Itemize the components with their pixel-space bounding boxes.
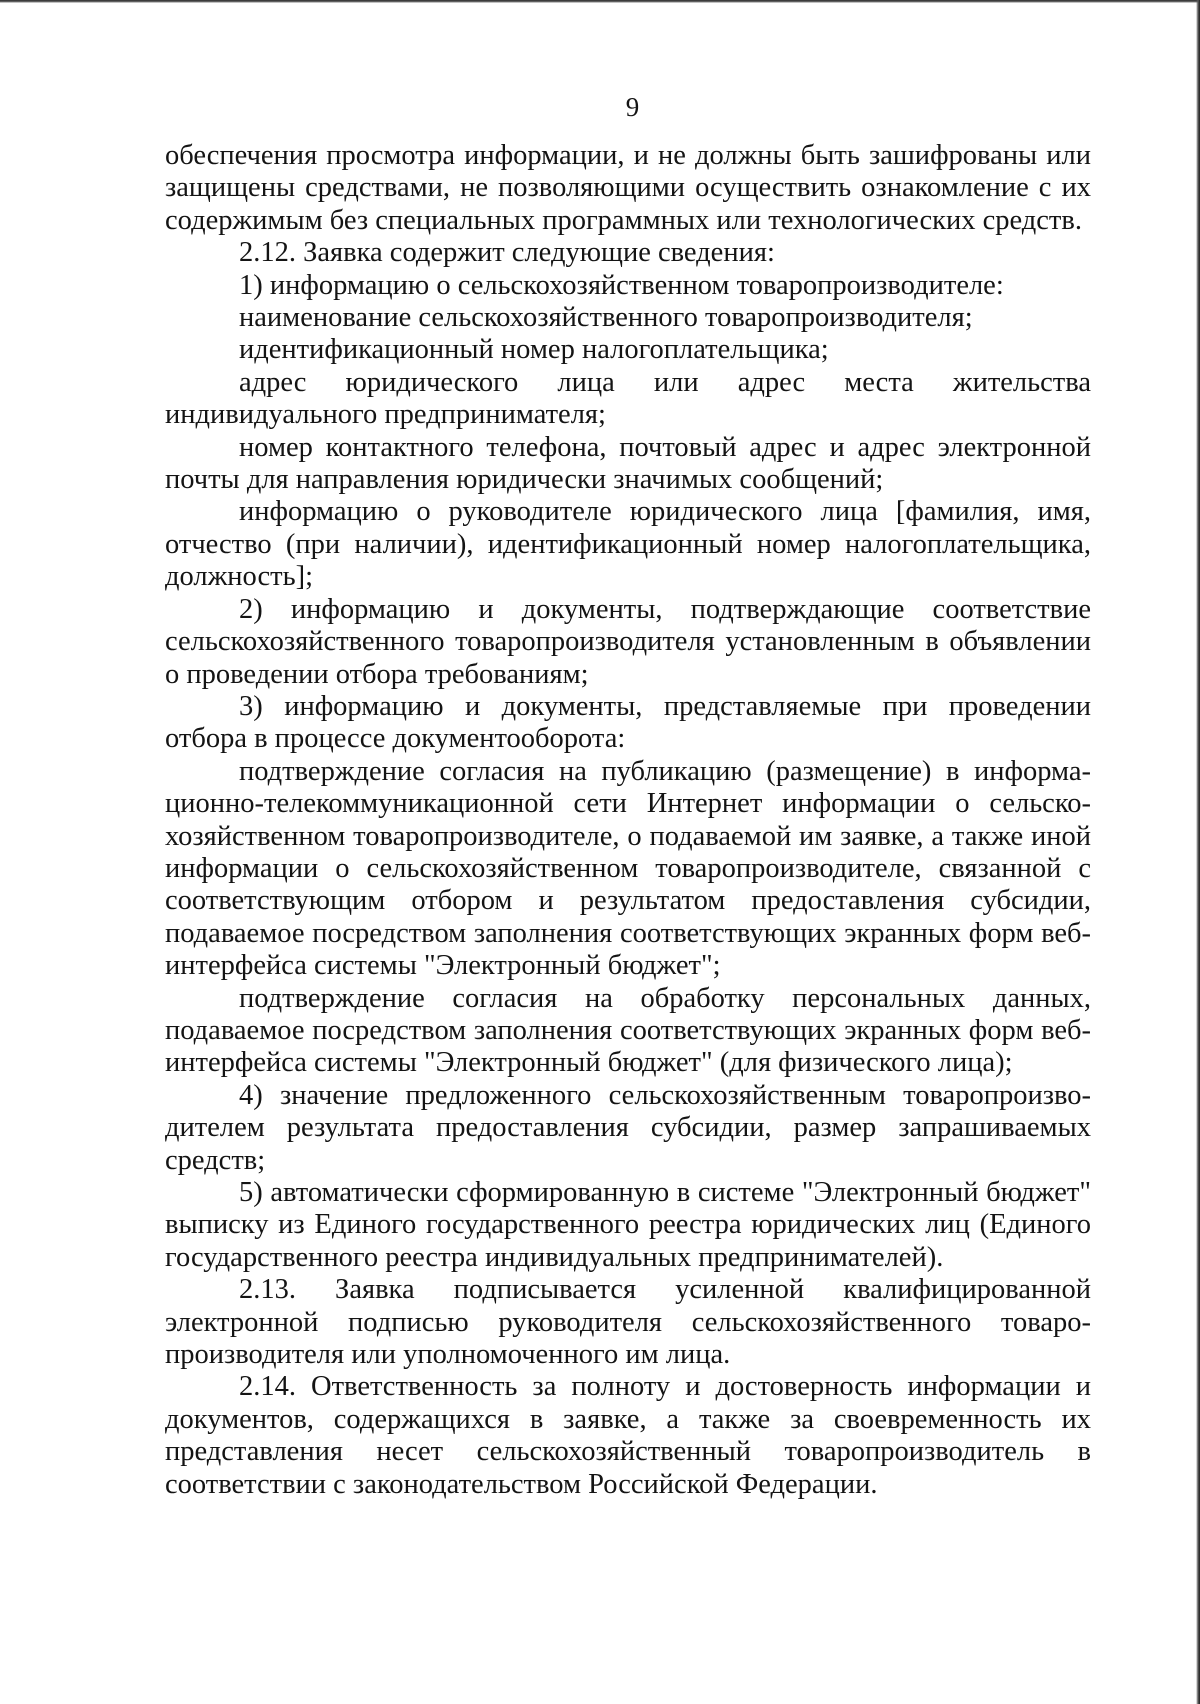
paragraph-item-1-address: адрес юридического лица или адрес места жительства индивидуального предпринимателя; [165,366,1091,431]
paragraph-2-14: 2.14. Ответственность за полноту и достоверность информации и документов, содержащихся в заявке, а также за своевременность их представления несет сельскохозяйственный товаропроизводитель в соответствии с законодательством Российской Федерации. [165,1371,1091,1500]
paragraph-2-13: 2.13. Заявка подписывается усиленной квалифицированной электронной подписью руководителя сельскохозяйственного товаропроизводителя или уполномоченного им лица. [165,1274,1091,1371]
paragraph-2-12-heading: 2.12. Заявка содержит следующие сведения: [239,237,775,269]
paragraph-item-2: 2) информацию и документы, подтверждающие соответствие сельскохозяйственного товаропроизводителя установленным в объявлении о проведении отбора требованиям; [165,593,1091,690]
paragraph-item-5: 5) автоматически сформированную в системе "Электронный бюджет" выписку из Единого государственного реестра юридических лиц (Единого государственного реестра индивидуальных предпринимателей). [165,1177,1091,1273]
paragraph-item-1-name: наименование сельскохозяйственного товаропроизводителя; [239,302,973,334]
paragraph-item-1-contacts: номер контактного телефона, почтовый адрес и адрес электронной почты для направления юридически значимых сообщений; [165,431,1091,496]
paragraph-item-3: 3) информацию и документы, представляемые при проведении отбора в процессе документооборота: [165,690,1091,755]
paragraph-item-1-inn: идентификационный номер налогоплательщика; [239,334,829,366]
paragraph-item-1: 1) информацию о сельскохозяйственном товаропроизводителе: [239,269,1004,301]
page-number: 9 [625,92,640,122]
page-body [165,140,1091,1501]
paragraph-continuation: обеспечения просмотра информации, и не должны быть зашифрованы или защищены средствами, не позволяющими осуществить ознакомление с их содержимым без специальных программных или технологических средств. [165,140,1091,236]
paragraph-item-1-head: информацию о руководителе юридического лица [фамилия, имя, отчество (при наличии), идентификационный номер налогоплательщика, должность]; [165,496,1091,593]
paragraph-item-3-personal-data-consent: подтверждение согласия на обработку персональных данных, подаваемое посредством заполнения соответствующих экранных форм веб-интерфейса системы "Электронный бюджет" (для физического лица); [165,982,1091,1079]
scan-edge-top [0,0,1200,3]
scan-edge-right [1196,0,1200,1704]
paragraph-item-4: 4) значение предложенного сельскохозяйственным товаропроизводителем результата предоставления субсидии, размер запрашиваемых средств; [165,1079,1091,1176]
paragraph-item-3-publication-consent: подтверждение согласия на публикацию (размещение) в информационно-телекоммуникационной сети Интернет информации о сельскохозяйственном товаропроизводителе, о подаваемой им заявке, а также иной информации о сельскохозяйственном товаропроизводителе, связанной с соответствующим отбором и результатом предоставления субсидии, подаваемое посредством заполнения соответствующих экранных форм веб-интерфейса системы "Электронный бюджет"; [165,755,1091,982]
